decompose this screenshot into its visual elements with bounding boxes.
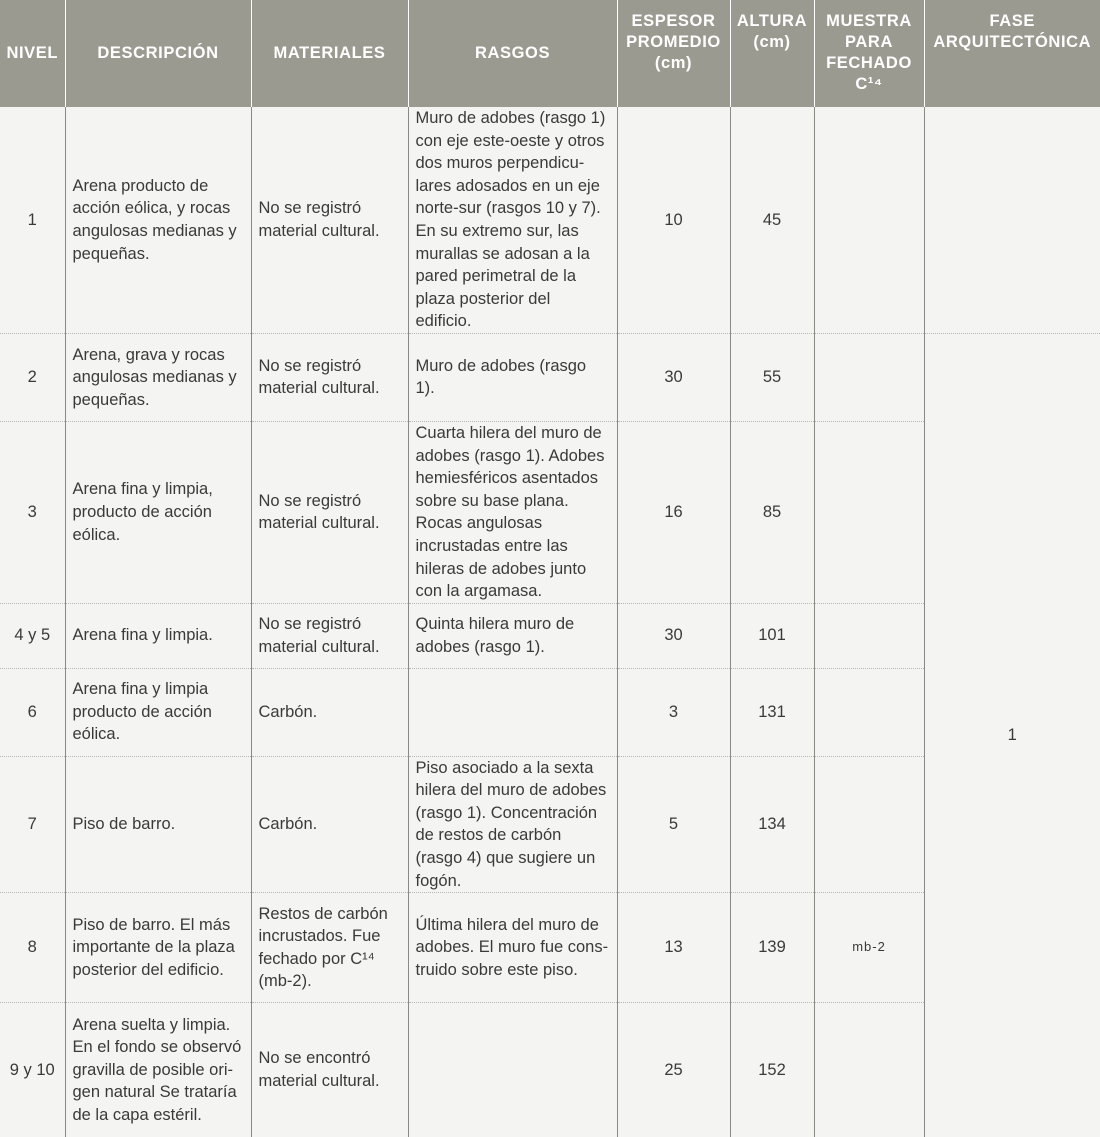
cell-rasgos: Última hilera del muro de adobes. El muro fue cons-truido sobre este piso. [408,893,617,1003]
header-espesor-line1: ESPESOR [631,12,716,30]
cell-rasgos: Muro de adobes (rasgo 1). [408,333,617,421]
cell-fase [924,107,1100,333]
header-rasgos: RASGOS [408,0,617,107]
header-descripcion: DESCRIPCIÓN [65,0,251,107]
header-muestra-line4: C¹⁴ [855,75,883,93]
cell-materiales: Restos de carbón incrustados. Fue fechado por C¹⁴ (mb-2). [251,893,408,1003]
cell-altura: 131 [730,668,814,756]
cell-nivel: 6 [0,668,65,756]
cell-muestra [814,333,924,421]
cell-nivel: 4 y 5 [0,603,65,668]
cell-altura: 55 [730,333,814,421]
cell-materiales: No se registró material cultural. [251,333,408,421]
header-muestra-line2: PARA [845,33,893,51]
cell-materiales: Carbón. [251,668,408,756]
cell-nivel: 3 [0,421,65,603]
header-fase [924,0,1100,107]
cell-espesor: 13 [617,893,730,1003]
cell-descripcion: Arena fina y limpia, producto de acción eólica. [65,421,251,603]
cell-rasgos [408,668,617,756]
header-altura-unit: (cm) [753,33,791,51]
header-muestra-line3: FECHADO [826,54,912,72]
table-row [0,333,1100,421]
header-muestra [814,0,924,107]
cell-nivel: 8 [0,893,65,1003]
cell-materiales: No se registró material cultural. [251,107,408,333]
header-row [0,0,1100,107]
table-row [0,107,1100,333]
header-fase-line2: ARQUITECTÓNICA [933,33,1092,51]
cell-descripcion: Arena producto de acción eólica, y rocas angulosas medianas y pequeñas. [65,107,251,333]
cell-descripcion: Arena fina y limpia producto de acción eólica. [65,668,251,756]
cell-nivel: 9 y 10 [0,1003,65,1137]
header-espesor-unit: (cm) [654,54,693,72]
cell-nivel: 2 [0,333,65,421]
cell-altura: 152 [730,1003,814,1137]
header-nivel: NIVEL [0,0,65,107]
cell-rasgos: Cuarta hilera del muro de adobes (rasgo 1). Adobes hemiesféricos asentados sobre su base plana. Rocas angulosas incrustadas entre las hileras de adobes junto con la argamasa. [408,421,617,603]
cell-rasgos [408,1003,617,1137]
cell-espesor: 30 [617,603,730,668]
cell-descripcion: Piso de barro. El más importante de la plaza posterior del edificio. [65,893,251,1003]
header-materiales: MATERIALES [251,0,408,107]
cell-descripcion: Piso de barro. [65,756,251,893]
cell-muestra [814,421,924,603]
cell-materiales: No se registró material cultural. [251,421,408,603]
cell-materiales: Carbón. [251,756,408,893]
cell-materiales: No se encontró material cultural. [251,1003,408,1137]
cell-descripcion: Arena suelta y limpia. En el fondo se observó gravilla de posible ori-gen natural Se trataría de la capa estéril. [65,1003,251,1137]
cell-espesor: 16 [617,421,730,603]
header-espesor [617,0,730,107]
cell-muestra: mb-2 [814,893,924,1003]
cell-materiales: No se registró material cultural. [251,603,408,668]
cell-espesor: 25 [617,1003,730,1137]
cell-muestra [814,756,924,893]
cell-espesor: 3 [617,668,730,756]
header-fase-line1: FASE [989,12,1035,30]
cell-espesor: 10 [617,107,730,333]
cell-descripcion: Arena fina y limpia. [65,603,251,668]
cell-rasgos: Piso asociado a la sexta hilera del muro de adobes (rasgo 1). Concentración de restos de carbón (rasgo 4) que sugiere un fogón. [408,756,617,893]
header-altura [730,0,814,107]
header-muestra-line1: MUESTRA [826,12,912,30]
cell-altura: 101 [730,603,814,668]
cell-muestra [814,603,924,668]
cell-rasgos: Quinta hilera muro de adobes (rasgo 1). [408,603,617,668]
cell-muestra [814,1003,924,1137]
cell-fase-merged: 1 [924,333,1100,1136]
cell-altura: 45 [730,107,814,333]
cell-muestra [814,668,924,756]
cell-espesor: 5 [617,756,730,893]
cell-altura: 139 [730,893,814,1003]
cell-rasgos: Muro de adobes (rasgo 1) con eje este-oeste y otros dos muros perpendicu-lares adosados en un eje norte-sur (rasgos 10 y 7). En su extremo sur, las murallas se adosan a la pared perimetral de la plaza posterior del edificio. [408,107,617,333]
header-altura-line1: ALTURA [736,12,808,30]
header-espesor-line2: PROMEDIO [626,33,721,51]
cell-descripcion: Arena, grava y rocas angulosas medianas y pequeñas. [65,333,251,421]
cell-altura: 134 [730,756,814,893]
cell-nivel: 1 [0,107,65,333]
cell-altura: 85 [730,421,814,603]
cell-nivel: 7 [0,756,65,893]
cell-espesor: 30 [617,333,730,421]
cell-muestra [814,107,924,333]
